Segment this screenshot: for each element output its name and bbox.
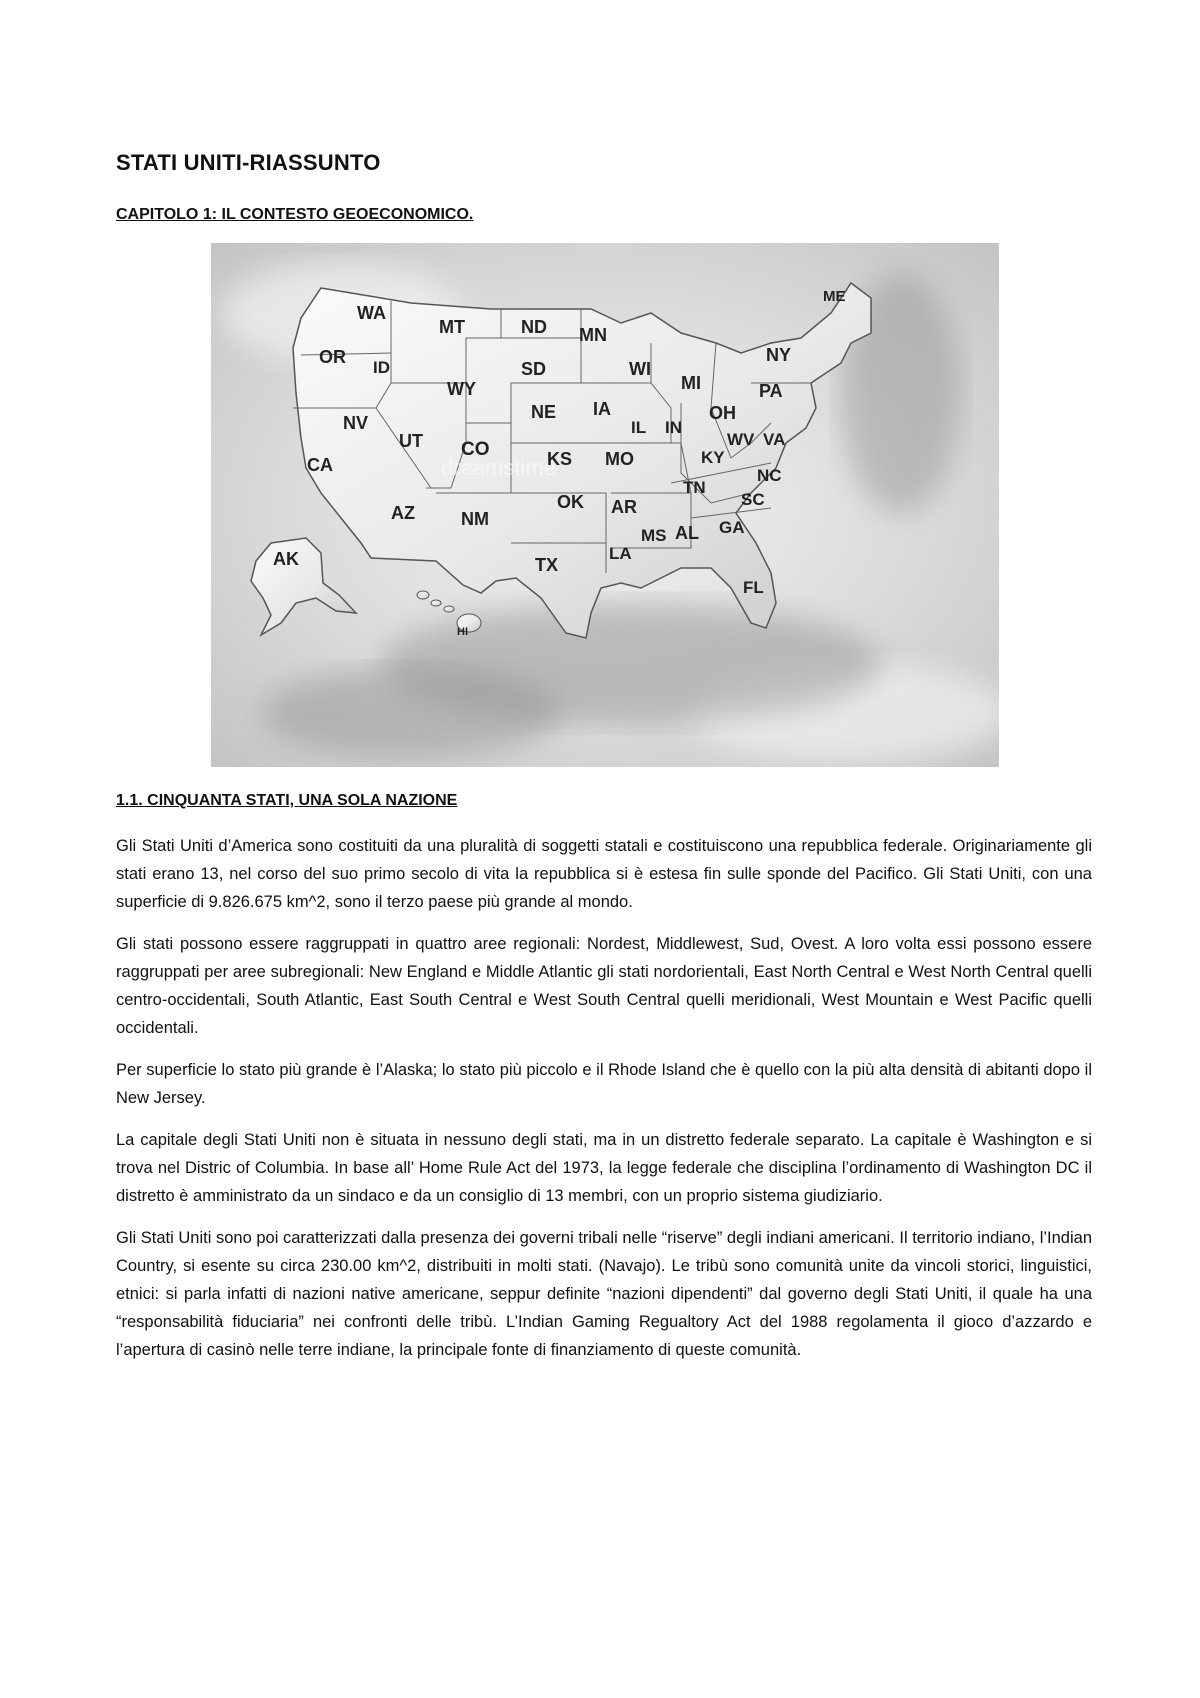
- state-label-ak: AK: [273, 549, 299, 569]
- state-label-pa: PA: [759, 381, 783, 401]
- state-label-nv: NV: [343, 413, 369, 433]
- state-label-ca: CA: [307, 455, 333, 475]
- map-watermark: dreamstime: [441, 455, 556, 480]
- state-label-in: IN: [665, 418, 682, 437]
- state-label-nd: ND: [521, 317, 547, 337]
- state-label-mt: MT: [439, 317, 465, 337]
- state-label-il: IL: [631, 418, 647, 437]
- paragraph: Per superficie lo stato più grande è l’Alaska; lo stato più piccolo e il Rhode Island che è quello con la più alta densità di abitanti dopo il New Jersey.: [116, 1061, 1092, 1107]
- state-label-ky: KY: [701, 448, 725, 467]
- state-label-la: LA: [609, 544, 632, 563]
- state-label-wi: WI: [629, 359, 651, 379]
- section-heading: 1.1. CINQUANTA STATI, UNA SOLA NAZIONE: [116, 792, 458, 809]
- state-label-id: ID: [373, 358, 390, 377]
- chapter-title: CAPITOLO 1: IL CONTESTO GEOECONOMICO.: [116, 206, 474, 223]
- state-label-az: AZ: [391, 503, 415, 523]
- state-label-wa: WA: [357, 303, 386, 323]
- state-label-tx: TX: [535, 555, 559, 575]
- state-label-sd: SD: [521, 359, 547, 379]
- state-label-va: VA: [763, 430, 786, 449]
- state-label-fl: FL: [743, 578, 764, 597]
- state-label-nm: NM: [461, 509, 489, 529]
- state-label-ut: UT: [399, 431, 423, 451]
- paragraph: La capitale degli Stati Uniti non è situata in nessuno degli stati, ma in un distretto federale separato. La capitale è Washington e si trova nel Distric of Columbia. In base all’ Home Rule Act del 1973, la legge federale che disciplina l’ordinamento di Washington DC il distretto è amministrato da un sindaco e da un consiglio di 13 membri, con un proprio sistema giudiziario.: [116, 1131, 1092, 1205]
- state-label-ok: OK: [557, 492, 584, 512]
- state-label-nc: NC: [757, 466, 782, 485]
- state-label-mo: MO: [605, 449, 634, 469]
- state-label-wy: WY: [447, 379, 476, 399]
- state-label-ga: GA: [719, 518, 745, 537]
- state-label-sc: SC: [741, 490, 765, 509]
- state-label-al: AL: [675, 523, 699, 543]
- us-map-svg: [211, 243, 999, 767]
- state-label-co: CO: [461, 439, 490, 460]
- state-label-ks: KS: [547, 449, 573, 469]
- paragraph: Gli Stati Uniti sono poi caratterizzati dalla presenza dei governi tribali nelle “riserve” degli indiani americani. Il territorio indiano, l’Indian Country, si esente su circa 230.00 km^2, distribuiti in molti stati. (Navajo). Le tribù sono comunità unite da vincoli storici, linguistici, etnici: si parla infatti di nazioni native americane, seppur definite “nazioni dipendenti” dal governo degli Stati Uniti, il quale ha una “responsabilità fiduciaria” nei confronti delle tribù. L’Indian Gaming Regualtory Act del 1988 regolamenta il gioco d’azzardo e l’apertura di casinò nelle terre indiane, la principale fonte di finanziamento di queste comunità.: [116, 1229, 1092, 1359]
- state-label-or: OR: [319, 347, 346, 367]
- state-label-ms: MS: [641, 526, 667, 545]
- paragraph: Gli Stati Uniti d’America sono costituiti da una pluralità di soggetti statali e costituiscono una repubblica federale. Originariamente gli stati erano 13, nel corso del suo primo secolo di vita la repubblica si è estesa fin sulle sponde del Pacifico. Gli Stati Uniti, con una superficie di 9.826.675 km^2, sono il terzo paese più grande al mondo.: [116, 837, 1092, 911]
- document-title: STATI UNITI-RIASSUNTO: [116, 150, 381, 175]
- state-label-mi: MI: [681, 373, 701, 393]
- state-label-ia: IA: [593, 399, 611, 419]
- state-label-mn: MN: [579, 325, 607, 345]
- state-label-ny: NY: [766, 345, 792, 365]
- state-label-wv: WV: [727, 430, 755, 449]
- state-label-me: ME: [823, 288, 846, 305]
- paragraph: Gli stati possono essere raggruppati in quattro aree regionali: Nordest, Middlewest, Sud, Ovest. A loro volta essi possono essere raggruppati per aree subregionali: New England e Middle Atlantic gli stati nordorientali, East North Central e West North Central quelli centro-occidentali, South Atlantic, East South Central e West South Central quelli meridionali, West Mountain e West Pacific quelli occidentali.: [116, 935, 1092, 1037]
- us-states-map: [211, 243, 999, 767]
- state-label-hi: HI: [457, 626, 468, 638]
- state-label-oh: OH: [709, 403, 736, 423]
- state-label-ne: NE: [531, 402, 557, 422]
- state-label-tn: TN: [683, 478, 706, 497]
- section-body: [116, 832, 1092, 1378]
- state-label-ar: AR: [611, 497, 637, 517]
